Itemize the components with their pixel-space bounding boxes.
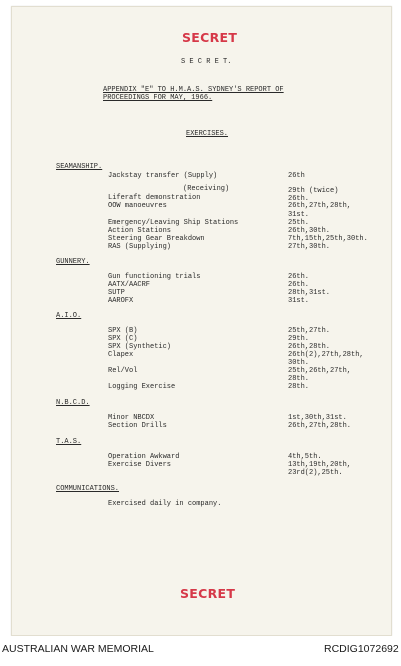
exercise-dates: 4th,5th.	[288, 453, 322, 461]
exercise-name: Logging Exercise	[108, 383, 176, 391]
exercise-name: Minor NBCDX	[108, 414, 155, 422]
exercise-name: Jackstay transfer (Supply)	[108, 172, 218, 180]
exercise-name: Exercised daily in company.	[108, 500, 222, 508]
exercise-dates: 25th,26th,27th,	[288, 367, 352, 375]
exercise-dates: 25th.	[288, 219, 310, 227]
exercise-name: (Receiving)	[183, 185, 230, 193]
archive-footer	[0, 636, 401, 666]
exercise-name: Steering Gear Breakdown	[108, 235, 205, 243]
exercise-dates: 26th.	[288, 281, 310, 289]
exercise-dates: 29th.	[288, 335, 310, 343]
section-heading-tas: T.A.S.	[56, 438, 82, 446]
exercise-dates: 7th,15th,25th,30th.	[288, 235, 368, 243]
exercise-dates: 1st,30th,31st.	[288, 414, 347, 422]
exercise-dates: 26th.	[288, 195, 310, 203]
exercise-dates: 26th,27th,28th.	[288, 422, 352, 430]
exercise-name: Exercise Divers	[108, 461, 172, 469]
exercise-dates: 26th(2),27th,28th,	[288, 351, 364, 359]
exercise-name: SPX (B)	[108, 327, 138, 335]
section-heading-nbcd: N.B.C.D.	[56, 399, 90, 407]
section-heading-seamanship: SEAMANSHIP.	[56, 163, 103, 171]
exercise-name: Gun functioning trials	[108, 273, 201, 281]
exercise-name: SPX (C)	[108, 335, 138, 343]
secret-stamp-top: SECRET	[182, 30, 238, 45]
exercise-dates: 28th.	[288, 383, 310, 391]
exercise-dates: 23rd(2),25th.	[288, 469, 343, 477]
exercise-dates: 29th (twice)	[288, 187, 339, 195]
exercise-dates: 28th,31st.	[288, 289, 331, 297]
exercise-name: Rel/Vol	[108, 367, 138, 375]
exercise-name: AATX/AACRF	[108, 281, 151, 289]
exercise-name: AAROFX	[108, 297, 134, 305]
exercise-name: Emergency/Leaving Ship Stations	[108, 219, 239, 227]
section-title: EXERCISES.	[186, 130, 229, 138]
exercise-dates: 13th,19th,20th,	[288, 461, 352, 469]
exercise-dates: 26th.	[288, 273, 310, 281]
exercise-name: SPX (Synthetic)	[108, 343, 172, 351]
exercise-name: SUTP	[108, 289, 125, 297]
exercise-dates: 26th,28th.	[288, 343, 331, 351]
title-line-1: APPENDIX "E" TO H.M.A.S. SYDNEY'S REPORT OF	[103, 86, 284, 94]
footer-record-id: RCDIG1072692	[324, 643, 399, 655]
exercise-dates: 26th,30th.	[288, 227, 331, 235]
exercise-dates: 31st.	[288, 211, 310, 219]
title-line-2: PROCEEDINGS FOR MAY, 1966.	[103, 94, 213, 102]
section-heading-communications: COMMUNICATIONS.	[56, 485, 120, 493]
section-heading-aio: A.I.O.	[56, 312, 82, 320]
exercise-dates: 26th	[288, 172, 305, 180]
exercise-name: RAS (Supplying)	[108, 243, 172, 251]
classification-line: S E C R E T.	[181, 58, 232, 66]
exercise-dates: 26th,27th,28th,	[288, 202, 352, 210]
exercise-name: Liferaft demonstration	[108, 194, 201, 202]
exercise-dates: 28th.	[288, 375, 310, 383]
exercise-name: Section Drills	[108, 422, 167, 430]
exercise-name: Action Stations	[108, 227, 172, 235]
footer-institution: AUSTRALIAN WAR MEMORIAL	[2, 643, 154, 655]
section-heading-gunnery: GUNNERY.	[56, 258, 90, 266]
exercise-dates: 31st.	[288, 297, 310, 305]
exercise-name: Clapex	[108, 351, 134, 359]
exercise-dates: 27th,30th.	[288, 243, 331, 251]
secret-stamp-bottom: SECRET	[180, 586, 236, 601]
exercise-dates: 25th,27th.	[288, 327, 331, 335]
exercise-name: Operation Awkward	[108, 453, 180, 461]
exercise-dates: 30th.	[288, 359, 310, 367]
exercise-name: OOW manoeuvres	[108, 202, 167, 210]
